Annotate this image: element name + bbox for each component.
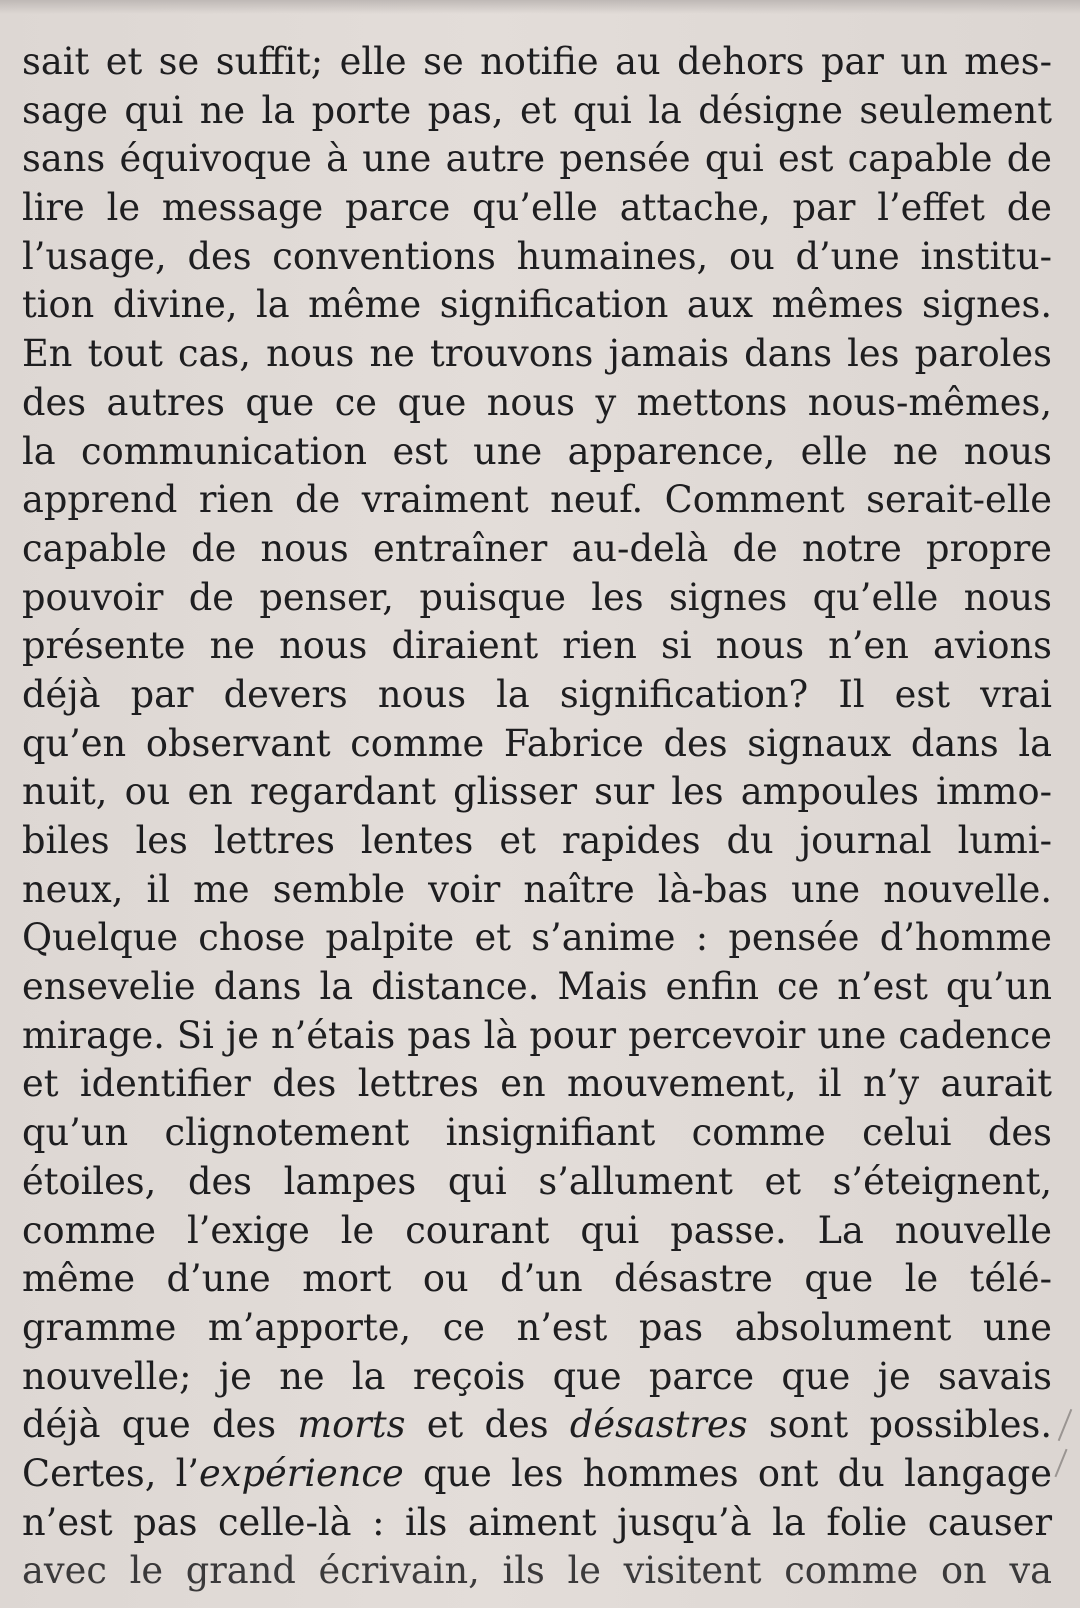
text-line: étoiles, des lampes qui s’allument et s’éteignent,	[22, 1159, 1052, 1203]
text-line: l’usage, des conventions humaines, ou d’une institu-	[22, 234, 1052, 278]
text-line: lire le message parce qu’elle attache, par l’effet de	[22, 186, 1052, 230]
text-line: Quelque chose palpite et s’anime : pensée d’homme	[22, 916, 1052, 960]
text-line: tion divine, la même signification aux mêmes signes.	[22, 283, 1052, 327]
text-line: des autres que ce que nous y mettons nous-mêmes,	[22, 380, 1052, 424]
text-line: présente ne nous diraient rien si nous n’en avions	[22, 624, 1052, 668]
text-line: nouvelle; je ne la reçois que parce que je savais	[22, 1354, 1052, 1398]
text-run: et des	[405, 1403, 570, 1447]
text-line: nuit, ou en regardant glisser sur les ampoules immo-	[22, 770, 1052, 814]
text-run: que les hommes ont du langage	[403, 1451, 1052, 1495]
text-line: mirage. Si je n’étais pas là pour percevoir une cadence	[22, 1013, 1052, 1057]
text-line: En tout cas, nous ne trouvons jamais dans les paroles	[22, 332, 1052, 376]
text-line: pouvoir de penser, puisque les signes qu’elle nous	[22, 575, 1052, 619]
body-text	[22, 38, 1060, 1596]
text-line: comme l’exige le courant qui passe. La nouvelle	[22, 1208, 1052, 1252]
italic-word: morts	[297, 1403, 406, 1447]
text-line: capable de nous entraîner au-delà de notre propre	[22, 526, 1052, 570]
text-line: sage qui ne la porte pas, et qui la désigne seulement	[22, 88, 1052, 132]
text-line	[22, 1401, 1052, 1450]
text-line	[22, 1450, 1052, 1499]
italic-word: expérience	[199, 1451, 404, 1495]
text-line: même d’une mort ou d’un désastre que le télé-	[22, 1257, 1052, 1301]
text-line: gramme m’apporte, ce n’est pas absolument une	[22, 1305, 1052, 1349]
text-line: avec le grand écrivain, ils le visitent comme on va	[22, 1549, 1052, 1593]
text-line: et identifier des lettres en mouvement, il n’y aurait	[22, 1062, 1052, 1106]
text-run: déjà que des	[22, 1403, 298, 1447]
text-line: neux, il me semble voir naître là-bas une nouvelle.	[22, 867, 1052, 911]
text-line: ensevelie dans la distance. Mais enfin ce n’est qu’un	[22, 965, 1052, 1009]
text-line: sait et se suffit; elle se notifie au dehors par un mes-	[22, 40, 1052, 83]
text-line: déjà par devers nous la signification? Il est vrai	[22, 672, 1052, 716]
text-line: n’est pas celle-là : ils aiment jusqu’à la folie causer	[22, 1500, 1052, 1544]
text-run: Certes, l’	[22, 1451, 200, 1495]
italic-word: désastres	[569, 1403, 748, 1447]
text-line: sans équivoque à une autre pensée qui est capable de	[22, 137, 1052, 181]
text-line: apprend rien de vraiment neuf. Comment serait-elle	[22, 478, 1052, 522]
text-run: sont possibles.	[747, 1403, 1052, 1447]
page-top-shadow	[0, 0, 1080, 14]
text-line: qu’un clignotement insignifiant comme celui des	[22, 1111, 1052, 1155]
running-head	[560, 0, 860, 8]
text-line: qu’en observant comme Fabrice des signaux dans la	[22, 721, 1052, 765]
text-line: biles les lettres lentes et rapides du journal lumi-	[22, 819, 1052, 862]
text-line: la communication est une apparence, elle ne nous	[22, 429, 1052, 473]
